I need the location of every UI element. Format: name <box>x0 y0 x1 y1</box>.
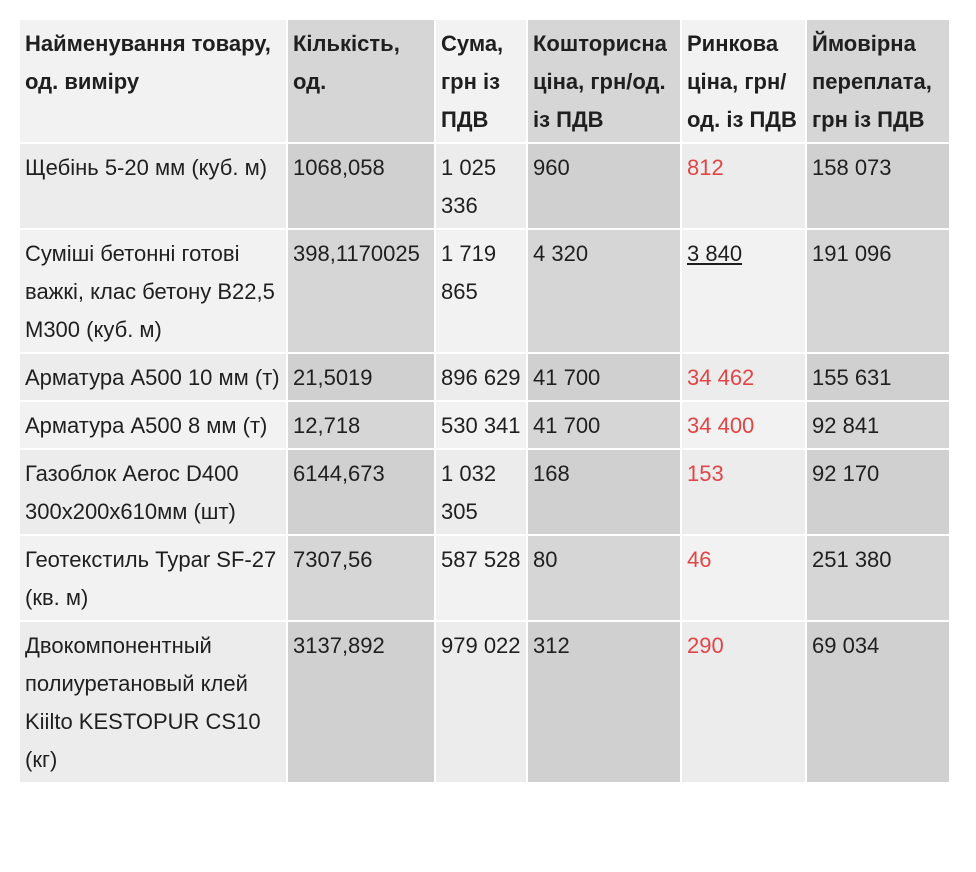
market-price-underlined: 3 840 <box>687 241 743 266</box>
cell-market-price <box>682 230 807 354</box>
cell-overpayment: 92 170 <box>807 450 951 536</box>
cell-quantity: 6144,673 <box>288 450 436 536</box>
cell-market-price: 34 462 <box>682 354 807 402</box>
cell-market-price: 812 <box>682 144 807 230</box>
cell-market-price: 153 <box>682 450 807 536</box>
cell-quantity: 7307,56 <box>288 536 436 622</box>
price-comparison-table <box>20 20 951 784</box>
table-row <box>20 622 951 784</box>
table-row <box>20 450 951 536</box>
cell-overpayment: 92 841 <box>807 402 951 450</box>
header-overpayment: Ймовірна переплата, грн із ПДВ <box>807 20 951 144</box>
cell-estimate-price: 41 700 <box>528 402 682 450</box>
cell-product: Газоблок Aeroc D400 300х200х610мм (шт) <box>20 450 288 536</box>
cell-product: Суміші бетонні готові важкі, клас бетону В22,5 М300 (куб. м) <box>20 230 288 354</box>
header-product: Найменування товару, од. виміру <box>20 20 288 144</box>
header-sum: Сума, грн із ПДВ <box>436 20 528 144</box>
cell-overpayment: 69 034 <box>807 622 951 784</box>
cell-product: Геотекстиль Typar SF-27 (кв. м) <box>20 536 288 622</box>
table-row <box>20 230 951 354</box>
cell-estimate-price: 168 <box>528 450 682 536</box>
header-row <box>20 20 951 144</box>
cell-estimate-price: 960 <box>528 144 682 230</box>
cell-sum: 979 022 <box>436 622 528 784</box>
cell-overpayment: 251 380 <box>807 536 951 622</box>
cell-product: Арматура А500 8 мм (т) <box>20 402 288 450</box>
table-row <box>20 536 951 622</box>
cell-sum: 587 528 <box>436 536 528 622</box>
header-market-price: Ринкова ціна, грн/ од. із ПДВ <box>682 20 807 144</box>
cell-sum: 530 341 <box>436 402 528 450</box>
table-row <box>20 402 951 450</box>
cell-product: Щебінь 5-20 мм (куб. м) <box>20 144 288 230</box>
cell-quantity: 21,5019 <box>288 354 436 402</box>
cell-quantity: 1068,058 <box>288 144 436 230</box>
cell-overpayment: 191 096 <box>807 230 951 354</box>
table-row <box>20 144 951 230</box>
cell-estimate-price: 4 320 <box>528 230 682 354</box>
cell-quantity: 12,718 <box>288 402 436 450</box>
cell-estimate-price: 80 <box>528 536 682 622</box>
cell-market-price: 46 <box>682 536 807 622</box>
cell-estimate-price: 312 <box>528 622 682 784</box>
cell-overpayment: 158 073 <box>807 144 951 230</box>
header-estimate-price: Кошторисна ціна, грн/од. із ПДВ <box>528 20 682 144</box>
cell-sum: 1 025 336 <box>436 144 528 230</box>
cell-sum: 896 629 <box>436 354 528 402</box>
cell-estimate-price: 41 700 <box>528 354 682 402</box>
cell-sum: 1 032 305 <box>436 450 528 536</box>
cell-overpayment: 155 631 <box>807 354 951 402</box>
cell-quantity: 3137,892 <box>288 622 436 784</box>
cell-quantity: 398,1170025 <box>288 230 436 354</box>
header-quantity: Кількість, од. <box>288 20 436 144</box>
table-row <box>20 354 951 402</box>
cell-sum: 1 719 865 <box>436 230 528 354</box>
cell-market-price: 290 <box>682 622 807 784</box>
cell-product: Арматура А500 10 мм (т) <box>20 354 288 402</box>
cell-market-price: 34 400 <box>682 402 807 450</box>
cell-product: Двокомпонентный полиуретановый клей Kiilto KESTOPUR CS10 (кг) <box>20 622 288 784</box>
